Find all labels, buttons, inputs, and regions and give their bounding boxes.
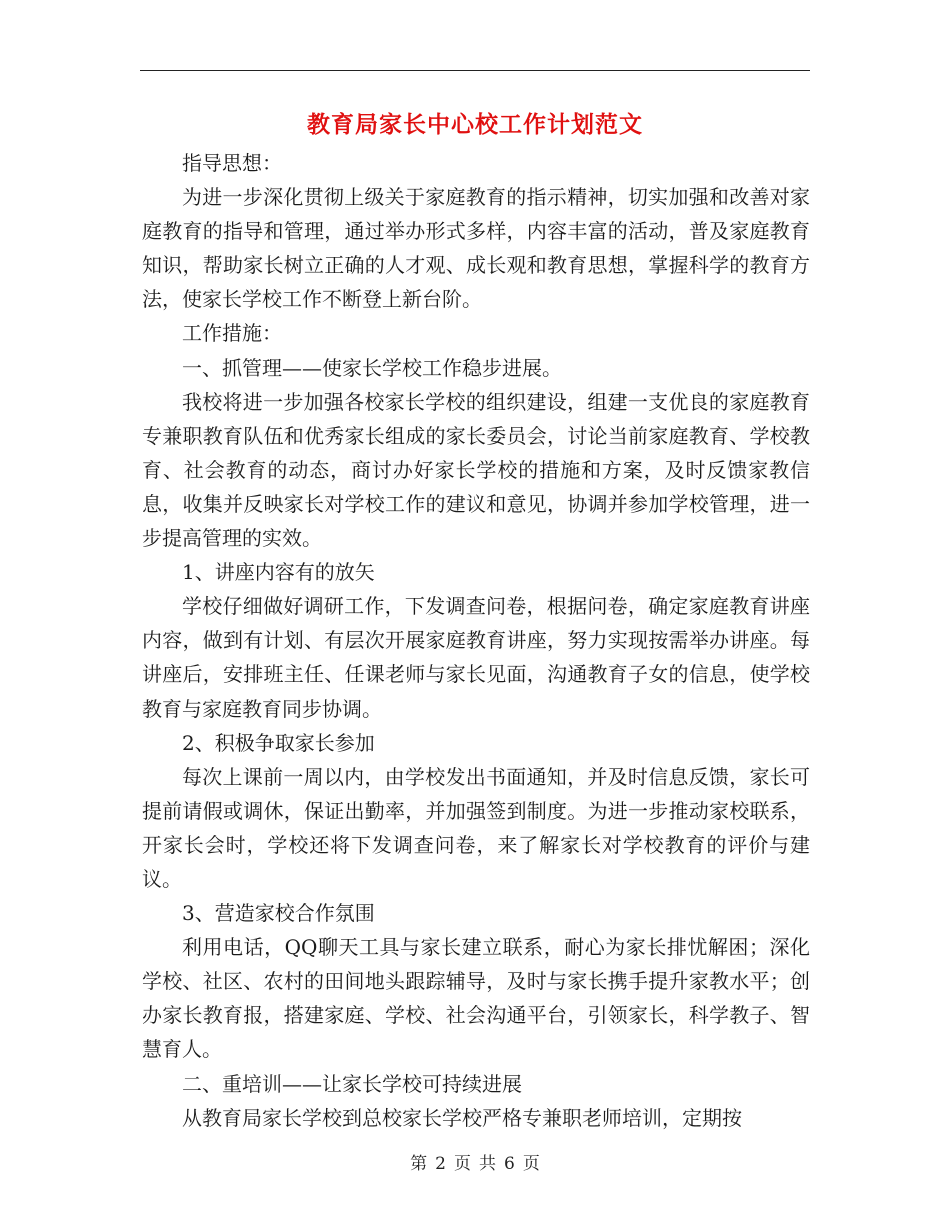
footer-prefix: 第 [410,1154,428,1174]
paragraph: 一、抓管理——使家长学校工作稳步进展。 [182,355,562,380]
footer-total-unit: 页 [522,1154,540,1174]
paragraph: 为进一步深化贯彻上级关于家庭教育的指示精神，切实加强和改善对家庭教育的指导和管理，通过举办形式多样，内容丰富的活动，普及家庭教育知识，帮助家长树立正确的人才观、成长观和教育思想，掌握科学的教育方法，使家长学校工作不断登上新台阶。 [142,185,810,312]
header-rule [140,70,810,71]
page-total: 6 [504,1154,515,1174]
paragraph: 利用电话，QQ聊天工具与家长建立联系，耐心为家长排忧解困；深化学校、社区、农村的田间地头跟踪辅导，及时与家长携手提升家教水平；创办家长教育报，搭建家庭、学校、社会沟通平台，引领家长，科学教子、智慧育人。 [142,935,810,1062]
paragraph: 二、重培训——让家长学校可持续进展 [182,1071,522,1096]
paragraph: 从教育局家长学校到总校家长学校严格专兼职老师培训，定期按 [182,1105,742,1130]
paragraph: 指导思想： [182,151,282,175]
document-title: 教育局家长中心校工作计划范文 [307,111,643,138]
footer-page-unit: 页 [454,1154,471,1174]
paragraph: 3、营造家校合作氛围 [182,901,375,926]
paragraph: 工作措施： [182,321,282,346]
paragraph: 1、讲座内容有的放矢 [182,560,375,585]
footer-total-prefix: 共 [479,1154,496,1174]
page-footer [0,1152,950,1176]
page-number: 2 [435,1154,446,1174]
paragraph: 学校仔细做好调研工作，下发调查问卷，根据问卷，确定家庭教育讲座内容，做到有计划、有层次开展家庭教育讲座，努力实现按需举办讲座。每讲座后，安排班主任、任课老师与家长见面，沟通教育子女的信息，使学校教育与家庭教育同步协调。 [142,594,810,721]
paragraph: 2、积极争取家长参加 [182,730,375,755]
paragraph: 每次上课前一周以内，由学校发出书面通知，并及时信息反馈，家长可提前请假或调休，保证出勤率，并加强签到制度。为进一步推动家校联系，开家长会时，学校还将下发调查问卷，来了解家长对学校教育的评价与建议。 [142,764,810,891]
document-body [142,146,810,1135]
paragraph: 我校将进一步加强各校家长学校的组织建设，组建一支优良的家庭教育专兼职教育队伍和优秀家长组成的家长委员会，讨论当前家庭教育、学校教育、社会教育的动态，商讨办好家长学校的措施和方案，及时反馈家教信息，收集并反映家长对学校工作的建议和意见，协调并参加学校管理，进一步提高管理的实效。 [142,389,810,551]
